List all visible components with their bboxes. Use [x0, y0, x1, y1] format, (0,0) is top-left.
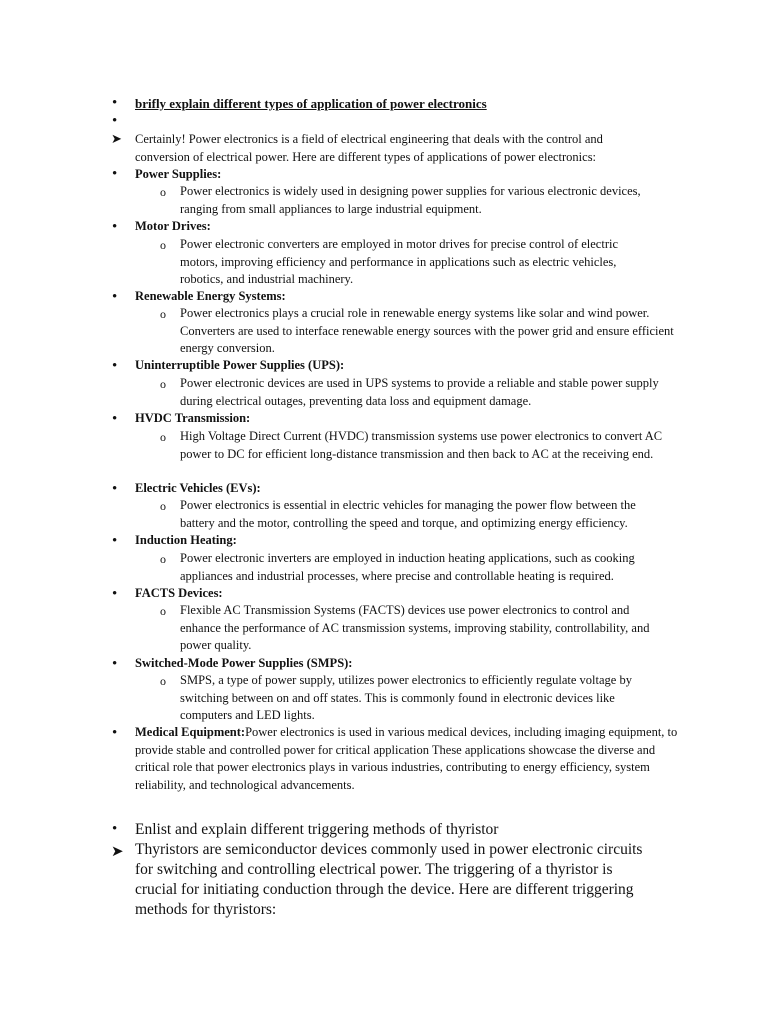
arrow-bullet-icon: ➤	[111, 131, 122, 146]
heading-facts: FACTS Devices:	[135, 586, 223, 600]
circle-bullet	[160, 428, 166, 446]
bullet-dot	[112, 532, 117, 550]
circle-bullet	[160, 672, 166, 690]
arrow-bullet-icon: ➤	[111, 844, 124, 860]
section2-title: Enlist and explain different triggering methods of thyristor	[135, 821, 499, 838]
section2-paragraph: Thyristors are semiconductor devices commonly used in power electronic circuits for switching and controlling electrical power. The triggering of a thyristor is crucial for initiating conduction through the device. Here are different triggering methods for thyristors:	[135, 841, 643, 918]
heading-motor-drives: Motor Drives:	[135, 219, 211, 233]
bullet-dot	[112, 655, 117, 673]
document-title: brifly explain different types of application of power electronics	[135, 96, 487, 111]
intro-paragraph: Certainly! Power electronics is a field of electrical engineering that deals with the control and conversion of electrical power. Here are different types of applications of power electronics:	[135, 132, 603, 164]
bullet-dot	[112, 585, 117, 603]
text-smps: SMPS, a type of power supply, utilizes power electronics to efficiently regulate voltage by switching between on and off states. This is commonly found in electronic devices like computers and LED lights.	[180, 673, 632, 722]
text-evs: Power electronics is essential in electric vehicles for managing the power flow between the battery and the motor, controlling the speed and torque, and optimizing energy efficiency.	[180, 498, 636, 530]
bullet-dot	[112, 218, 117, 236]
text-renewable-energy: Power electronics plays a crucial role in renewable energy systems like solar and wind power. Converters are used to interface renewable energy sources with the power grid and ensure efficient energy conversion.	[180, 306, 674, 355]
heading-smps: Switched-Mode Power Supplies (SMPS):	[135, 656, 353, 670]
circle-bullet	[160, 305, 166, 323]
bullet-dot	[112, 288, 117, 306]
circle-bullet	[160, 236, 166, 254]
heading-evs: Electric Vehicles (EVs):	[135, 481, 261, 495]
text-motor-drives: Power electronic converters are employed in motor drives for precise control of electric motors, improving efficiency and performance in applications such as electric vehicles, robotics, and industrial machinery.	[180, 237, 619, 286]
text-induction-heating: Power electronic inverters are employed in induction heating applications, such as cooking appliances and industrial processes, where precise and controllable heating is required.	[180, 551, 635, 583]
heading-hvdc: HVDC Transmission:	[135, 411, 251, 425]
bullet-dot	[112, 165, 117, 183]
text-medical-equipment: Power electronics is used in various medical devices, including imaging equipment, to provide stable and controlled power for critical application These applications showcase the diverse and critical role that power electronics plays in various industries, contributing to energy efficiency, system reliability, and technological advancements.	[135, 725, 678, 792]
text-ups: Power electronic devices are used in UPS systems to provide a reliable and stable power supply during electrical outages, preventing data loss and equipment damage.	[180, 376, 659, 408]
heading-power-supplies: Power Supplies:	[135, 167, 222, 181]
text-hvdc: High Voltage Direct Current (HVDC) transmission systems use power electronics to convert AC power to DC for efficient long-distance transmission and then back to AC at the receiving end.	[180, 429, 663, 461]
text-power-supplies: Power electronics is widely used in designing power supplies for various electronic devices, ranging from small appliances to large industrial equipment.	[180, 184, 641, 216]
circle-bullet	[160, 375, 166, 393]
bullet-dot	[112, 480, 117, 498]
circle-bullet	[160, 183, 166, 201]
bullet-dot	[112, 724, 117, 742]
bullet-dot	[112, 94, 117, 112]
circle-bullet	[160, 550, 166, 568]
heading-renewable-energy: Renewable Energy Systems:	[135, 289, 286, 303]
heading-medical-equipment: Medical Equipment:	[135, 725, 246, 739]
bullet-dot-empty	[112, 112, 117, 130]
circle-bullet	[160, 497, 166, 515]
heading-induction-heating: Induction Heating:	[135, 533, 237, 547]
bullet-dot	[112, 410, 117, 428]
paragraph-medical-equipment	[135, 724, 680, 794]
bullet-dot	[112, 820, 117, 838]
circle-bullet	[160, 602, 166, 620]
bullet-dot	[112, 357, 117, 375]
heading-ups: Uninterruptible Power Supplies (UPS):	[135, 358, 345, 372]
text-facts: Flexible AC Transmission Systems (FACTS) devices use power electronics to control and enhance the performance of AC transmission systems, improving stability, controllability, and power quality.	[180, 603, 650, 652]
